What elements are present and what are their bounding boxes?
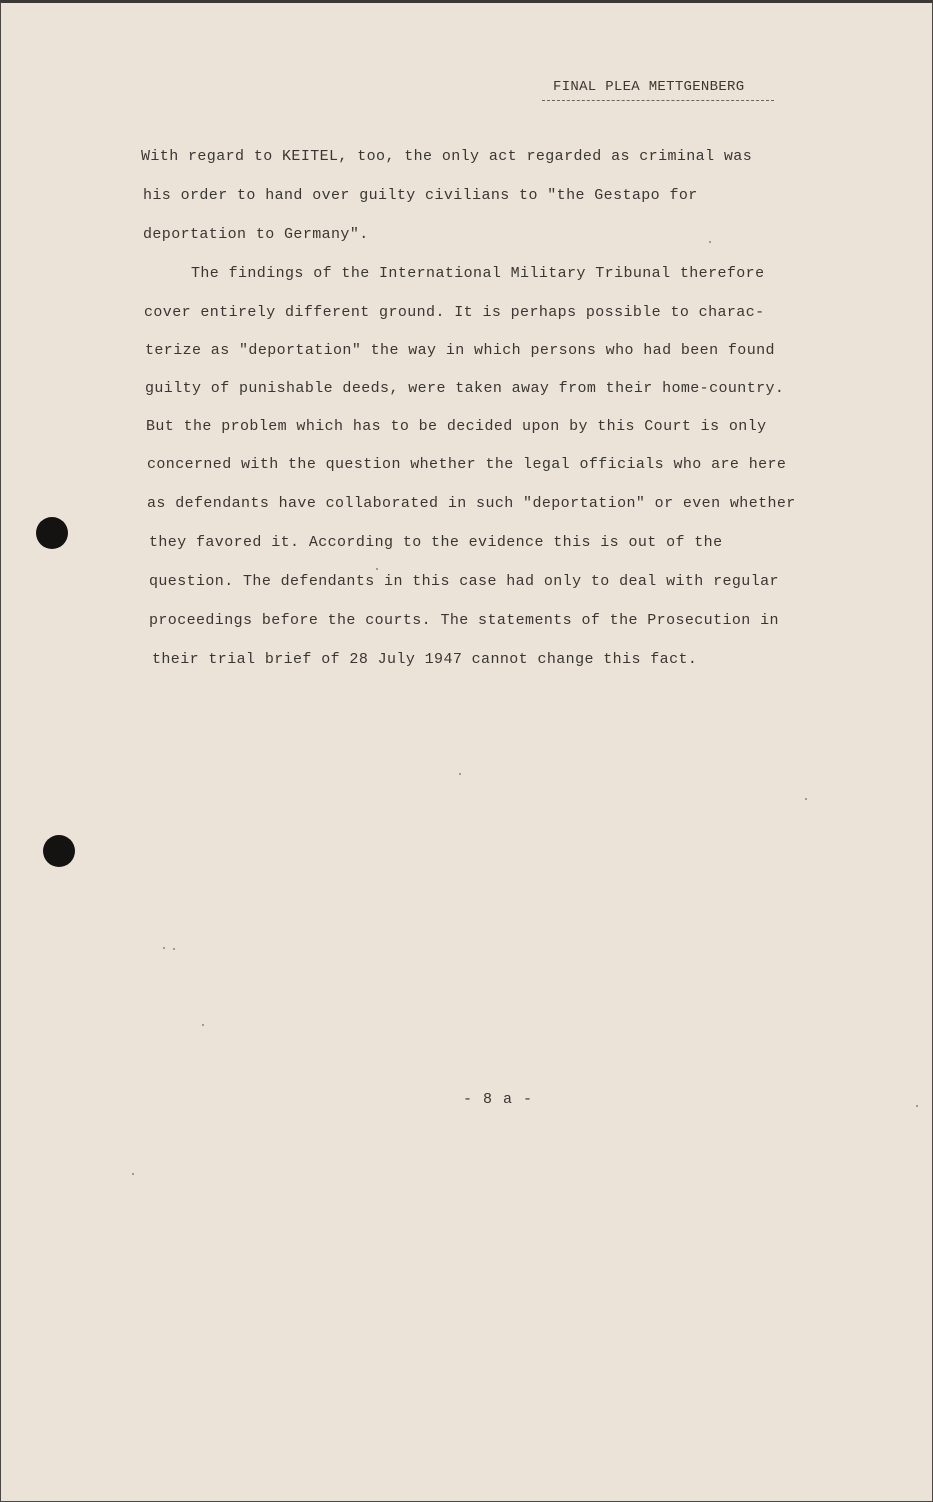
- body-line-10: as defendants have collaborated in such "deportation" or even whether: [147, 495, 796, 512]
- punch-hole-bottom: [43, 835, 75, 867]
- body-line-8: But the problem which has to be decided upon by this Court is only: [146, 418, 767, 435]
- body-line-3: deportation to Germany".: [143, 226, 369, 243]
- paper-speck: [805, 798, 807, 800]
- paper-speck: [163, 947, 165, 949]
- paper-speck: [202, 1024, 204, 1026]
- punch-hole-top: [36, 517, 68, 549]
- body-line-7: guilty of punishable deeds, were taken away from their home-country.: [145, 380, 785, 397]
- paper-speck: [709, 241, 711, 243]
- body-line-12: question. The defendants in this case had only to deal with regular: [149, 573, 779, 590]
- paper-speck: [916, 1105, 918, 1107]
- body-line-9: concerned with the question whether the legal officials who are here: [147, 456, 787, 473]
- paper-speck: [173, 948, 175, 950]
- body-line-11: they favored it. According to the evidence this is out of the: [149, 534, 723, 551]
- page-number: - 8 a -: [463, 1091, 534, 1108]
- header-underline: [542, 100, 774, 101]
- paper-speck: [376, 568, 378, 570]
- body-line-13: proceedings before the courts. The statements of the Prosecution in: [149, 612, 779, 629]
- body-line-5: cover entirely different ground. It is perhaps possible to charac-: [144, 304, 765, 321]
- body-line-4: The findings of the International Military Tribunal therefore: [191, 265, 765, 282]
- body-line-2: his order to hand over guilty civilians to "the Gestapo for: [143, 187, 698, 204]
- body-line-14: their trial brief of 28 July 1947 cannot change this fact.: [152, 651, 698, 668]
- body-line-6: terize as "deportation" the way in which persons who had been found: [145, 342, 775, 359]
- document-header: FINAL PLEA METTGENBERG: [553, 79, 745, 95]
- paper-speck: [132, 1173, 134, 1175]
- body-line-1: With regard to KEITEL, too, the only act regarded as criminal was: [141, 148, 753, 165]
- paper-speck: [459, 773, 461, 775]
